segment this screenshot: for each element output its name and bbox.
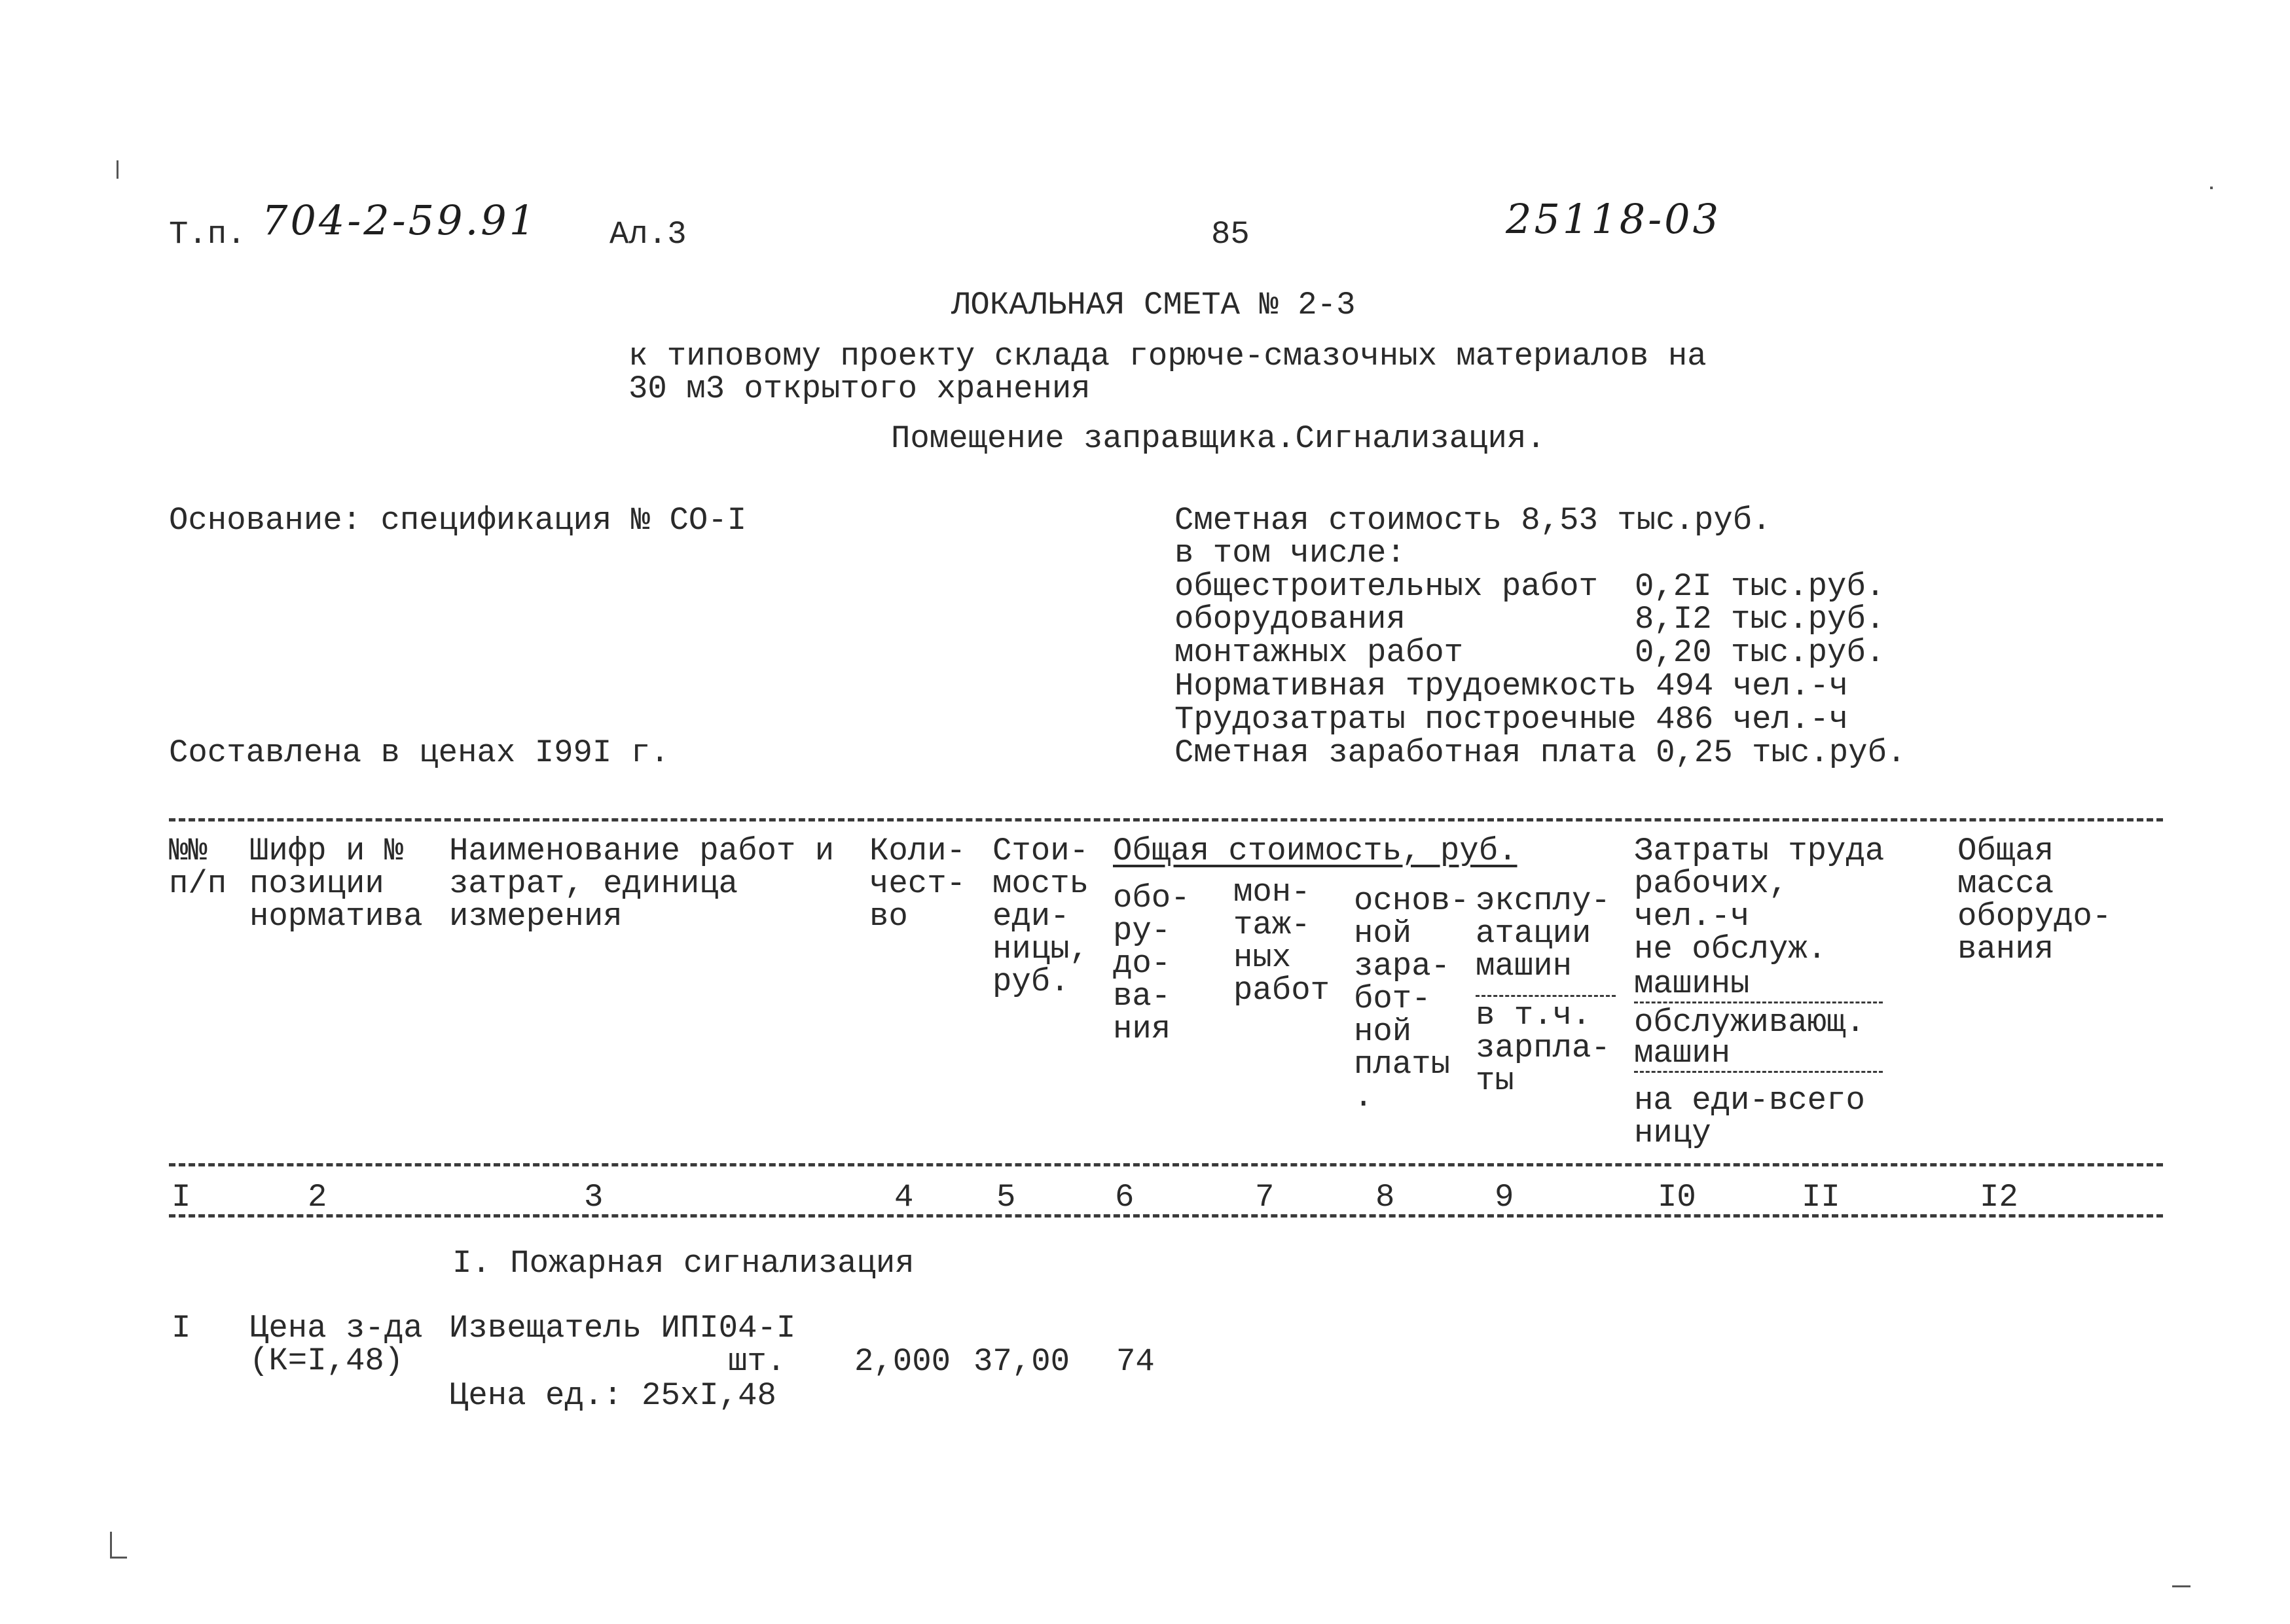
header-col-wages-line: . <box>1354 1079 1373 1115</box>
header-bottom-rule <box>169 1163 2163 1166</box>
row-unit-cost: 37,00 <box>973 1343 1070 1380</box>
header-col-code-line: норматива <box>249 898 423 935</box>
header-col-name-line: Наименование работ и <box>449 833 835 869</box>
page-number: 85 <box>1211 216 1250 253</box>
header-col-unit-cost-line: мость <box>992 865 1089 902</box>
row-code <box>249 1312 423 1377</box>
header-col-installation-line: мон- <box>1233 874 1311 911</box>
header-col-unit-cost-line: еди- <box>992 898 1070 935</box>
column-number: 6 <box>1115 1179 1135 1216</box>
header-col-machines <box>1476 884 1610 983</box>
header-col-wages-line: ной <box>1354 915 1412 952</box>
header-col-mass-line: оборудо- <box>1957 898 2112 935</box>
project-code: 704-2-59.91 <box>262 196 538 244</box>
header-col-equipment-line: обо- <box>1113 880 1190 916</box>
header-col-unit-cost-line: Стои- <box>992 833 1089 869</box>
estimate-subtitle-line: к типовому проекту склада горюче-смазочных материалов на <box>628 338 1707 374</box>
header-col-labor-machines-2: машин <box>1634 1035 1731 1072</box>
column-number: 8 <box>1375 1179 1395 1216</box>
header-col-labor-line: не обслуж. <box>1634 931 1827 967</box>
scan-mark-top-left <box>117 160 118 179</box>
summary-construction-label: общестроительных работ <box>1174 568 1598 605</box>
header-col-mass-line: Общая <box>1957 833 2054 869</box>
header-col-installation <box>1233 876 1330 1007</box>
header-col-labor-line: Затраты труда <box>1634 833 1885 869</box>
estimate-subtitle-line: 30 м3 открытого хранения <box>628 370 1091 407</box>
room-title: Помещение заправщика.Сигнализация. <box>891 420 1546 457</box>
header-col-labor-per-unit-line: ницу <box>1634 1115 1711 1151</box>
header-col-quantity-line: чест- <box>869 865 966 902</box>
row-price-note: Цена ед.: 25хI,48 <box>449 1377 776 1414</box>
header-labor-divider-1 <box>1634 1001 1883 1003</box>
summary-equipment-value: 8,I2 тыс.руб. <box>1635 601 1885 638</box>
header-col-name-line: измерения <box>449 898 623 935</box>
header-col-labor-line: рабочих, <box>1634 865 1789 902</box>
column-number: 9 <box>1495 1179 1514 1216</box>
column-number: 2 <box>308 1179 327 1216</box>
header-col-installation-line: работ <box>1233 972 1330 1009</box>
summary-wages: Сметная заработная плата 0,25 тыс.руб. <box>1174 734 1906 771</box>
estimate-title: ЛОКАЛЬНАЯ СМЕТА № 2-3 <box>951 287 1356 323</box>
header-col-machines-wages <box>1476 999 1610 1097</box>
header-col-number-line: №№ <box>169 833 208 869</box>
header-col-machines-line: эксплу- <box>1476 882 1610 919</box>
header-col-quantity <box>869 835 966 933</box>
header-col-labor-line: чел.-ч <box>1634 898 1750 935</box>
row-quantity: 2,000 <box>854 1343 951 1380</box>
header-col-installation-line: ных <box>1233 939 1292 976</box>
scan-mark-bottom-left <box>110 1532 112 1558</box>
section-title: I. Пожарная сигнализация <box>452 1245 915 1282</box>
header-col-number <box>169 835 227 900</box>
header-col-wages-line: ной <box>1354 1013 1412 1050</box>
summary-construction-value: 0,2I тыс.руб. <box>1635 568 1885 605</box>
column-number: 5 <box>996 1179 1016 1216</box>
header-col-mass-line: масса <box>1957 865 2054 902</box>
row-name: Извещатель ИПI04-I <box>449 1310 796 1346</box>
header-col-unit-cost-line: ницы, <box>992 931 1089 967</box>
header-col-machines-wages-line: в т.ч. <box>1476 997 1591 1034</box>
header-col-mass <box>1957 835 2111 965</box>
scan-mark-right <box>2210 187 2213 189</box>
summary-installation-label: монтажных работ <box>1174 634 1464 671</box>
header-labor-divider-2 <box>1634 1071 1883 1073</box>
column-numbers-rule <box>169 1214 2163 1218</box>
header-col-mass-line: вания <box>1957 931 2054 967</box>
header-col-quantity-line: во <box>869 898 908 935</box>
album-label: Ал.3 <box>609 216 687 253</box>
header-col-code-line: Шифр и № <box>249 833 404 869</box>
header-col-unit-cost <box>992 835 1089 998</box>
scan-mark-bottom-right <box>2172 1585 2190 1587</box>
header-col-quantity-line: Коли- <box>869 833 966 869</box>
header-col-wages-line: бот- <box>1354 981 1431 1017</box>
column-number: 7 <box>1255 1179 1275 1216</box>
header-col-equipment-line: ва- <box>1113 978 1171 1015</box>
column-number: II <box>1802 1179 1840 1216</box>
estimate-subtitle <box>628 340 1707 405</box>
header-col-equipment-line: ру- <box>1113 912 1171 949</box>
header-col-code <box>249 835 423 933</box>
summary-total-cost: Сметная стоимость 8,53 тыс.руб. <box>1174 502 1772 539</box>
header-col-wages-line: основ- <box>1354 882 1470 919</box>
column-number: 3 <box>584 1179 604 1216</box>
summary-labor-norm: Нормативная трудоемкость 494 чел.-ч <box>1174 668 1849 704</box>
prices-text: Составлена в ценах I99I г. <box>169 734 670 771</box>
header-col-labor-per-unit <box>1634 1084 1865 1149</box>
header-total-cost: Общая стоимость, руб. <box>1113 833 1518 869</box>
basis-text: Основание: спецификация № СО-I <box>169 502 747 539</box>
row-code-line: (К=I,48) <box>249 1343 404 1379</box>
header-col-number-line: п/п <box>169 865 227 902</box>
column-number: I <box>172 1179 191 1216</box>
summary-equipment-label: оборудования <box>1174 601 1406 638</box>
scan-mark-bottom-left-foot <box>110 1557 127 1559</box>
header-col-unit-cost-line: руб. <box>992 964 1070 1000</box>
header-col-labor-serving: обслуживающ. <box>1634 1004 1865 1041</box>
header-col-machines-line: атации <box>1476 915 1591 952</box>
row-equipment-total: 74 <box>1116 1343 1155 1380</box>
document-number: 25118-03 <box>1506 195 1722 243</box>
header-col-machines-wages-line: зарпла- <box>1476 1030 1610 1066</box>
row-code-line: Цена з-да <box>249 1310 423 1346</box>
header-col-name-line: затрат, единица <box>449 865 738 902</box>
summary-installation-value: 0,20 тыс.руб. <box>1635 634 1885 671</box>
header-col-equipment <box>1113 882 1190 1045</box>
header-col-equipment-line: до- <box>1113 945 1171 982</box>
header-col-name <box>449 835 834 933</box>
header-col-equipment-line: ния <box>1113 1011 1171 1047</box>
tp-label: Т.п. <box>169 216 246 253</box>
header-col-wages-line: платы <box>1354 1046 1451 1083</box>
header-col-machines-line: машин <box>1476 948 1572 984</box>
header-col-labor-per-unit-line: на еди-всего <box>1634 1082 1865 1119</box>
header-col-installation-line: таж- <box>1233 907 1311 943</box>
column-number: I0 <box>1658 1179 1696 1216</box>
header-col-wages <box>1354 884 1469 1113</box>
header-col-labor <box>1634 835 1884 965</box>
summary-labor-onsite: Трудозатраты построечные 486 чел.-ч <box>1174 701 1849 738</box>
column-number: I2 <box>1980 1179 2018 1216</box>
header-col-machines-wages-line: ты <box>1476 1062 1514 1099</box>
header-col-code-line: позиции <box>249 865 384 902</box>
row-number: I <box>172 1310 191 1346</box>
row-unit: шт. <box>728 1343 786 1380</box>
header-col-labor-machines: машины <box>1634 965 1750 1002</box>
header-col-wages-line: зара- <box>1354 948 1451 984</box>
column-number: 4 <box>894 1179 914 1216</box>
summary-including: в том числе: <box>1174 535 1406 571</box>
table-top-rule <box>169 818 2163 821</box>
